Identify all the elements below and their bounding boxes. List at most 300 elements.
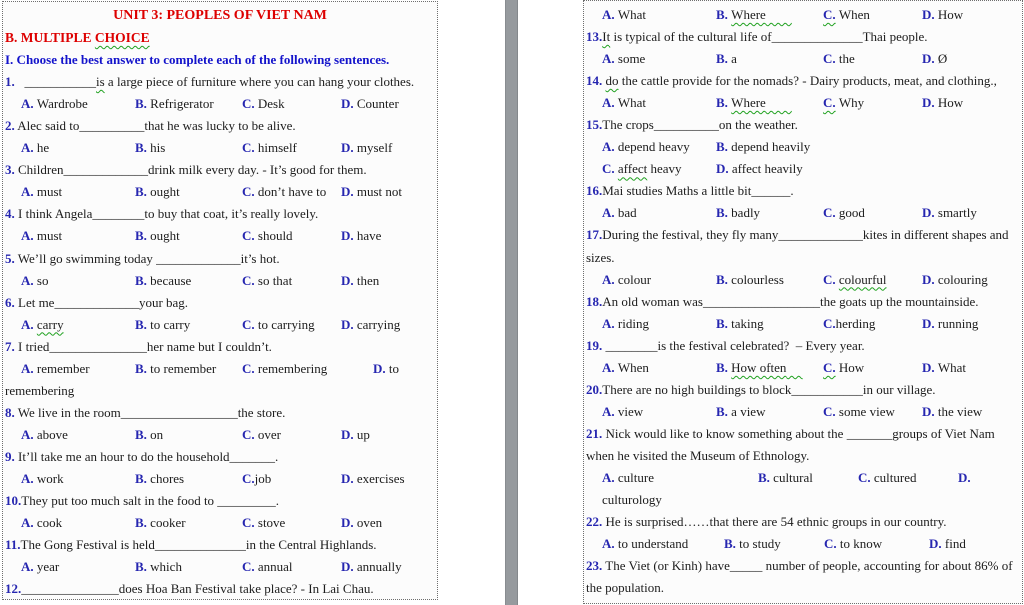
option-letter: C. <box>242 316 255 332</box>
option <box>341 181 402 203</box>
option-text: up <box>356 426 370 442</box>
option-letter: D. <box>922 403 935 419</box>
option-text: oven <box>356 515 383 531</box>
question-line <box>586 379 1020 401</box>
option <box>922 92 963 114</box>
question-number: 23. <box>586 558 603 574</box>
question-text: culturology <box>602 492 662 508</box>
option-text: so that <box>257 272 293 288</box>
option-letter: B. <box>135 470 147 486</box>
question-number: 14. <box>586 73 603 89</box>
option <box>602 313 649 335</box>
question-line <box>5 248 435 270</box>
option-text <box>731 7 766 22</box>
options-row <box>586 136 1020 158</box>
option-text: When <box>617 359 649 375</box>
option <box>242 358 327 380</box>
question-text: the population. <box>586 580 664 596</box>
option <box>724 533 781 555</box>
option <box>21 181 62 203</box>
option-text: view <box>617 403 644 419</box>
option-letter: C. <box>242 140 255 156</box>
spellcheck-wavy-word: do <box>605 73 619 89</box>
option-text: annually <box>356 559 402 575</box>
option-text: find <box>944 536 966 552</box>
page-divider[interactable] <box>505 0 518 605</box>
option <box>242 468 271 490</box>
option <box>922 357 966 379</box>
option <box>341 314 400 336</box>
option-text: Wardrobe <box>36 96 88 112</box>
option-text: annual <box>257 559 293 575</box>
option-letter: D. <box>341 184 354 200</box>
option-text: Refrigerator <box>150 96 214 112</box>
option-text: Ø <box>937 51 948 67</box>
option-text: affect heavy <box>617 161 682 177</box>
options-row <box>5 424 435 446</box>
option-letter: B. <box>724 536 736 552</box>
option-letter: A. <box>21 316 34 332</box>
option-text: riding <box>617 315 649 331</box>
option-text: carrying <box>356 316 401 332</box>
options-row <box>586 48 1020 70</box>
spellcheck-wavy-word: colourful <box>838 271 887 287</box>
question-text: sizes. <box>586 249 615 265</box>
option-letter: D. <box>341 515 354 531</box>
option <box>602 467 654 489</box>
option-text: What <box>617 95 647 111</box>
option-letter: A. <box>21 515 34 531</box>
question-line <box>5 402 435 424</box>
option-letter: A. <box>21 184 34 200</box>
question-text: when he visited the Museum of Ethnology. <box>586 447 810 463</box>
option-letter: B. <box>135 360 147 376</box>
option <box>823 401 895 423</box>
option-letter: A. <box>602 205 615 221</box>
option-text: depend heavily <box>731 139 811 155</box>
option <box>922 4 963 26</box>
option-text: cook <box>36 515 63 531</box>
spellcheck-wavy-tail <box>786 360 802 375</box>
option-letter: B. <box>135 515 147 531</box>
option-text: above <box>36 426 68 442</box>
question-text: Children_____________drink milk every day. - It’s good for them. <box>14 162 367 178</box>
option <box>341 137 392 159</box>
question-line <box>5 490 435 512</box>
option-text: a <box>731 51 737 67</box>
option-letter: D. <box>341 559 354 575</box>
option <box>135 468 184 490</box>
option-letter: C. <box>823 95 836 111</box>
option-text: to <box>388 360 400 376</box>
question-number: 13. <box>586 29 603 45</box>
option-text: smartly <box>937 205 977 221</box>
option-letter: C. <box>242 559 255 575</box>
option <box>242 556 293 578</box>
option <box>958 467 974 489</box>
option-letter: C. <box>602 161 615 177</box>
option-letter: C. <box>242 426 255 442</box>
option-letter: C. <box>242 96 255 112</box>
option-letter: B. <box>716 205 728 221</box>
option <box>823 48 855 70</box>
question-text: It’ll take me an hour to do the household_______. <box>14 448 279 464</box>
question-number: 1. <box>5 74 15 90</box>
spellcheck-wavy-word: Where <box>731 7 766 22</box>
option-letter: C. <box>823 51 836 67</box>
option-letter: A. <box>21 559 34 575</box>
option-text: over <box>257 426 281 442</box>
question-text: The crops__________on the weather. <box>602 117 798 133</box>
option-text: herding <box>835 315 876 331</box>
option-text: job <box>254 470 272 486</box>
option-text: the <box>838 51 855 67</box>
option <box>242 424 281 446</box>
question-number: 8. <box>5 404 15 420</box>
question-text: _______________does Hoa Ban Festival take place? - In Lai Chau. <box>21 581 374 597</box>
option-letter: B. <box>135 184 147 200</box>
option-text: cooker <box>150 515 186 531</box>
option-letter: D. <box>922 7 935 22</box>
spellcheck-wavy-word: carry <box>36 316 64 332</box>
option-letter: A. <box>602 359 615 375</box>
option-letter: B. <box>716 271 728 287</box>
option-letter: A. <box>602 469 615 485</box>
spellcheck-wavy-word: is <box>96 74 105 90</box>
option-text: culture <box>617 469 654 485</box>
option-letter: C. <box>823 359 836 375</box>
question-number: 5. <box>5 250 15 266</box>
option-text <box>839 272 887 287</box>
option-text <box>731 95 766 110</box>
option-text: exercises <box>356 470 405 486</box>
option-letter: D. <box>922 95 935 111</box>
option-letter: D. <box>373 360 386 376</box>
option-spacer <box>971 470 974 485</box>
question-number: 9. <box>5 448 15 464</box>
question-text: The Viet (or Kinh) have_____ number of people, accounting for about 86% of <box>602 558 1013 574</box>
question-line <box>5 534 435 556</box>
option-letter: D. <box>929 536 942 552</box>
options-row <box>586 4 1020 26</box>
option-text <box>731 360 786 375</box>
option <box>135 137 165 159</box>
options-row <box>586 313 1020 335</box>
spellcheck-wavy-tail <box>766 7 792 22</box>
question-text: ___________is a large piece of furniture where you can hang your clothes. <box>14 74 415 90</box>
option <box>341 270 379 292</box>
option <box>824 533 882 555</box>
option-letter: C. <box>242 228 255 244</box>
option <box>21 225 62 247</box>
option <box>135 424 163 446</box>
options-row <box>586 269 1020 291</box>
option-letter: A. <box>21 228 34 244</box>
option-text: bad <box>617 205 637 221</box>
question-number: 18. <box>586 293 603 309</box>
option-letter: A. <box>602 271 615 287</box>
options-row <box>586 357 1020 379</box>
option <box>758 467 813 489</box>
option <box>341 225 381 247</box>
spellcheck-wavy-word: It <box>602 29 611 45</box>
option-text: colourless <box>731 271 784 287</box>
spellcheck-wavy-word: Where <box>731 95 766 111</box>
option-text: must <box>36 184 63 200</box>
question-line <box>5 446 435 468</box>
option <box>21 556 59 578</box>
options-row <box>586 92 1020 114</box>
option-letter: A. <box>602 51 615 67</box>
question-text: ________is the festival celebrated? – Every year. <box>602 337 865 353</box>
option <box>242 93 285 115</box>
option <box>341 468 405 490</box>
question-text: It is typical of the cultural life of______________Thai people. <box>602 29 928 45</box>
option <box>602 158 682 180</box>
question-continuation <box>5 380 435 402</box>
question-line <box>586 114 1020 136</box>
option <box>242 181 326 203</box>
option <box>922 313 978 335</box>
option-letter: D. <box>958 469 971 485</box>
option <box>242 270 292 292</box>
option-text: to carry <box>150 316 191 332</box>
option-text: he <box>36 140 50 156</box>
question-text: remembering <box>5 382 75 398</box>
option-text: When <box>838 7 870 22</box>
option <box>242 137 297 159</box>
option <box>602 401 643 423</box>
question-text: There are no high buildings to block___________in our village. <box>602 381 936 397</box>
question-text: Nick would like to know something about the _______groups of Viet Nam <box>602 425 995 441</box>
option <box>135 358 216 380</box>
option <box>21 424 68 446</box>
option-letter: B. <box>135 426 147 442</box>
option <box>135 270 191 292</box>
option-text: to understand <box>617 536 689 552</box>
question-text: We live in the room__________________the store. <box>14 404 286 420</box>
option <box>922 48 947 70</box>
options-row <box>586 401 1020 423</box>
option-letter: D. <box>341 228 354 244</box>
question-text: He is surprised……that there are 54 ethnic groups in our country. <box>602 514 947 530</box>
option <box>716 202 760 224</box>
option <box>716 401 765 423</box>
option-text: the view <box>937 403 983 419</box>
spellcheck-wavy-tail <box>766 95 792 110</box>
option <box>602 48 645 70</box>
option-letter: B. <box>716 7 728 22</box>
option-letter: B. <box>716 95 728 111</box>
option-text: cultured <box>873 469 917 485</box>
spellcheck-wavy-word: affect <box>617 161 648 177</box>
option-letter: D. <box>341 272 354 288</box>
option-text: to remember <box>150 360 217 376</box>
option <box>602 136 690 158</box>
option-text: remembering <box>257 360 328 376</box>
option-letter: D. <box>922 271 935 287</box>
question-line <box>586 511 1020 533</box>
option <box>135 93 214 115</box>
option-letter: B. <box>716 51 728 67</box>
options-row <box>586 533 1020 555</box>
question-line <box>586 70 1020 92</box>
option-text: myself <box>356 140 393 156</box>
option-text: depend heavy <box>617 139 690 155</box>
option-text: to study <box>739 536 781 552</box>
question-line <box>5 578 435 600</box>
option-letter: C. <box>823 271 836 287</box>
options-row <box>586 467 1020 489</box>
options-row <box>5 137 435 159</box>
option <box>602 533 688 555</box>
question-text: During the festival, they fly many_____________kites in different shapes and <box>602 227 1009 243</box>
question-line <box>5 115 435 137</box>
option-letter: B. <box>758 469 770 485</box>
option <box>21 270 48 292</box>
option <box>135 314 190 336</box>
option-text: taking <box>731 315 764 331</box>
option <box>716 269 784 291</box>
option-text: should <box>257 228 293 244</box>
option-text: have <box>356 228 382 244</box>
option-letter: B. <box>135 272 147 288</box>
option <box>373 358 399 380</box>
option-text: remember <box>36 360 90 376</box>
question-number: 7. <box>5 338 15 354</box>
question-number: 22. <box>586 514 603 530</box>
worksheet-page-left <box>2 1 438 600</box>
option-letter: B. <box>135 140 147 156</box>
option-text: chores <box>150 470 185 486</box>
option-letter: D. <box>341 470 354 486</box>
option-letter: B. <box>135 228 147 244</box>
question-number: 6. <box>5 294 15 310</box>
option-text: How <box>937 7 964 22</box>
question-line <box>5 292 435 314</box>
option <box>341 424 370 446</box>
option-letter: D. <box>341 426 354 442</box>
option <box>823 313 875 335</box>
question-number: 20. <box>586 381 603 397</box>
question-line <box>586 335 1020 357</box>
question-line <box>586 423 1020 445</box>
option-text: badly <box>731 205 761 221</box>
question-text: An old woman was__________________the goats up the mountainside. <box>602 293 979 309</box>
option <box>242 314 315 336</box>
option-letter: D. <box>341 316 354 332</box>
option-letter: A. <box>602 536 615 552</box>
option-letter: B. <box>716 403 728 419</box>
option-text: must <box>36 228 63 244</box>
option <box>922 269 988 291</box>
option <box>135 512 186 534</box>
option-letter: C. <box>242 184 255 200</box>
option <box>823 202 865 224</box>
option-text <box>37 317 64 332</box>
option-text: Counter <box>356 96 399 112</box>
option-text: some view <box>838 403 895 419</box>
option <box>135 225 180 247</box>
question-line <box>586 224 1020 246</box>
option <box>341 93 399 115</box>
option-text: some <box>617 51 646 67</box>
options-row <box>586 202 1020 224</box>
option-letter: B. <box>135 559 147 575</box>
option-letter: C. <box>823 7 836 22</box>
option-text: year <box>36 559 60 575</box>
options-row <box>5 358 435 380</box>
option <box>716 92 792 114</box>
option <box>929 533 966 555</box>
option-text: affect heavily <box>731 161 803 177</box>
worksheet-page-right <box>583 0 1023 604</box>
option <box>341 556 402 578</box>
option <box>716 48 737 70</box>
option-text: How <box>838 359 865 375</box>
question-line <box>586 180 1020 202</box>
option <box>135 556 182 578</box>
option-text: don’t have to <box>257 184 327 200</box>
question-number: 12. <box>5 581 22 597</box>
question-number: 21. <box>586 425 603 441</box>
question-line <box>586 555 1020 577</box>
question-line <box>586 291 1020 313</box>
option <box>242 225 293 247</box>
option-letter: C. <box>824 536 837 552</box>
option-letter: D. <box>922 359 935 375</box>
option-letter: B. <box>716 139 728 155</box>
option-text: then <box>356 272 380 288</box>
option-text: because <box>150 272 192 288</box>
option-letter: B. <box>135 316 147 332</box>
option-text: to carrying <box>257 316 315 332</box>
page-title: UNIT 3: PEOPLES OF VIET NAM <box>113 8 327 23</box>
question-line <box>5 159 435 181</box>
option <box>21 137 49 159</box>
option-text: his <box>150 140 166 156</box>
question-number: 17. <box>586 227 603 243</box>
question-text: I tried_______________her name but I couldn’t. <box>14 338 272 354</box>
option <box>21 93 88 115</box>
option <box>602 357 649 379</box>
option-text: Why <box>838 95 865 111</box>
option <box>21 468 64 490</box>
option <box>21 358 90 380</box>
option-letter: A. <box>602 315 615 331</box>
question-text: They put too much salt in the food to _________. <box>21 493 280 509</box>
option-letter: A. <box>21 140 34 156</box>
question-text: Let me_____________your bag. <box>14 294 189 310</box>
option-letter: C. <box>858 469 871 485</box>
option-text: on <box>150 426 164 442</box>
option <box>823 92 864 114</box>
options-row <box>5 512 435 534</box>
option-letter: D. <box>922 205 935 221</box>
option-letter: C. <box>242 515 255 531</box>
option-text: cultural <box>773 469 813 485</box>
option-text: What <box>937 359 967 375</box>
option <box>922 401 982 423</box>
option-letter: C. <box>823 403 836 419</box>
options-row <box>586 158 1020 180</box>
option-letter: A. <box>602 7 615 22</box>
option-text: How <box>937 95 964 111</box>
question-continuation <box>586 489 1020 511</box>
question-line <box>5 203 435 225</box>
spellcheck-wavy-word: How often <box>731 359 787 375</box>
question-text: do the cattle provide for the nomads? - Dairy products, meat, and clothing., <box>605 73 997 89</box>
